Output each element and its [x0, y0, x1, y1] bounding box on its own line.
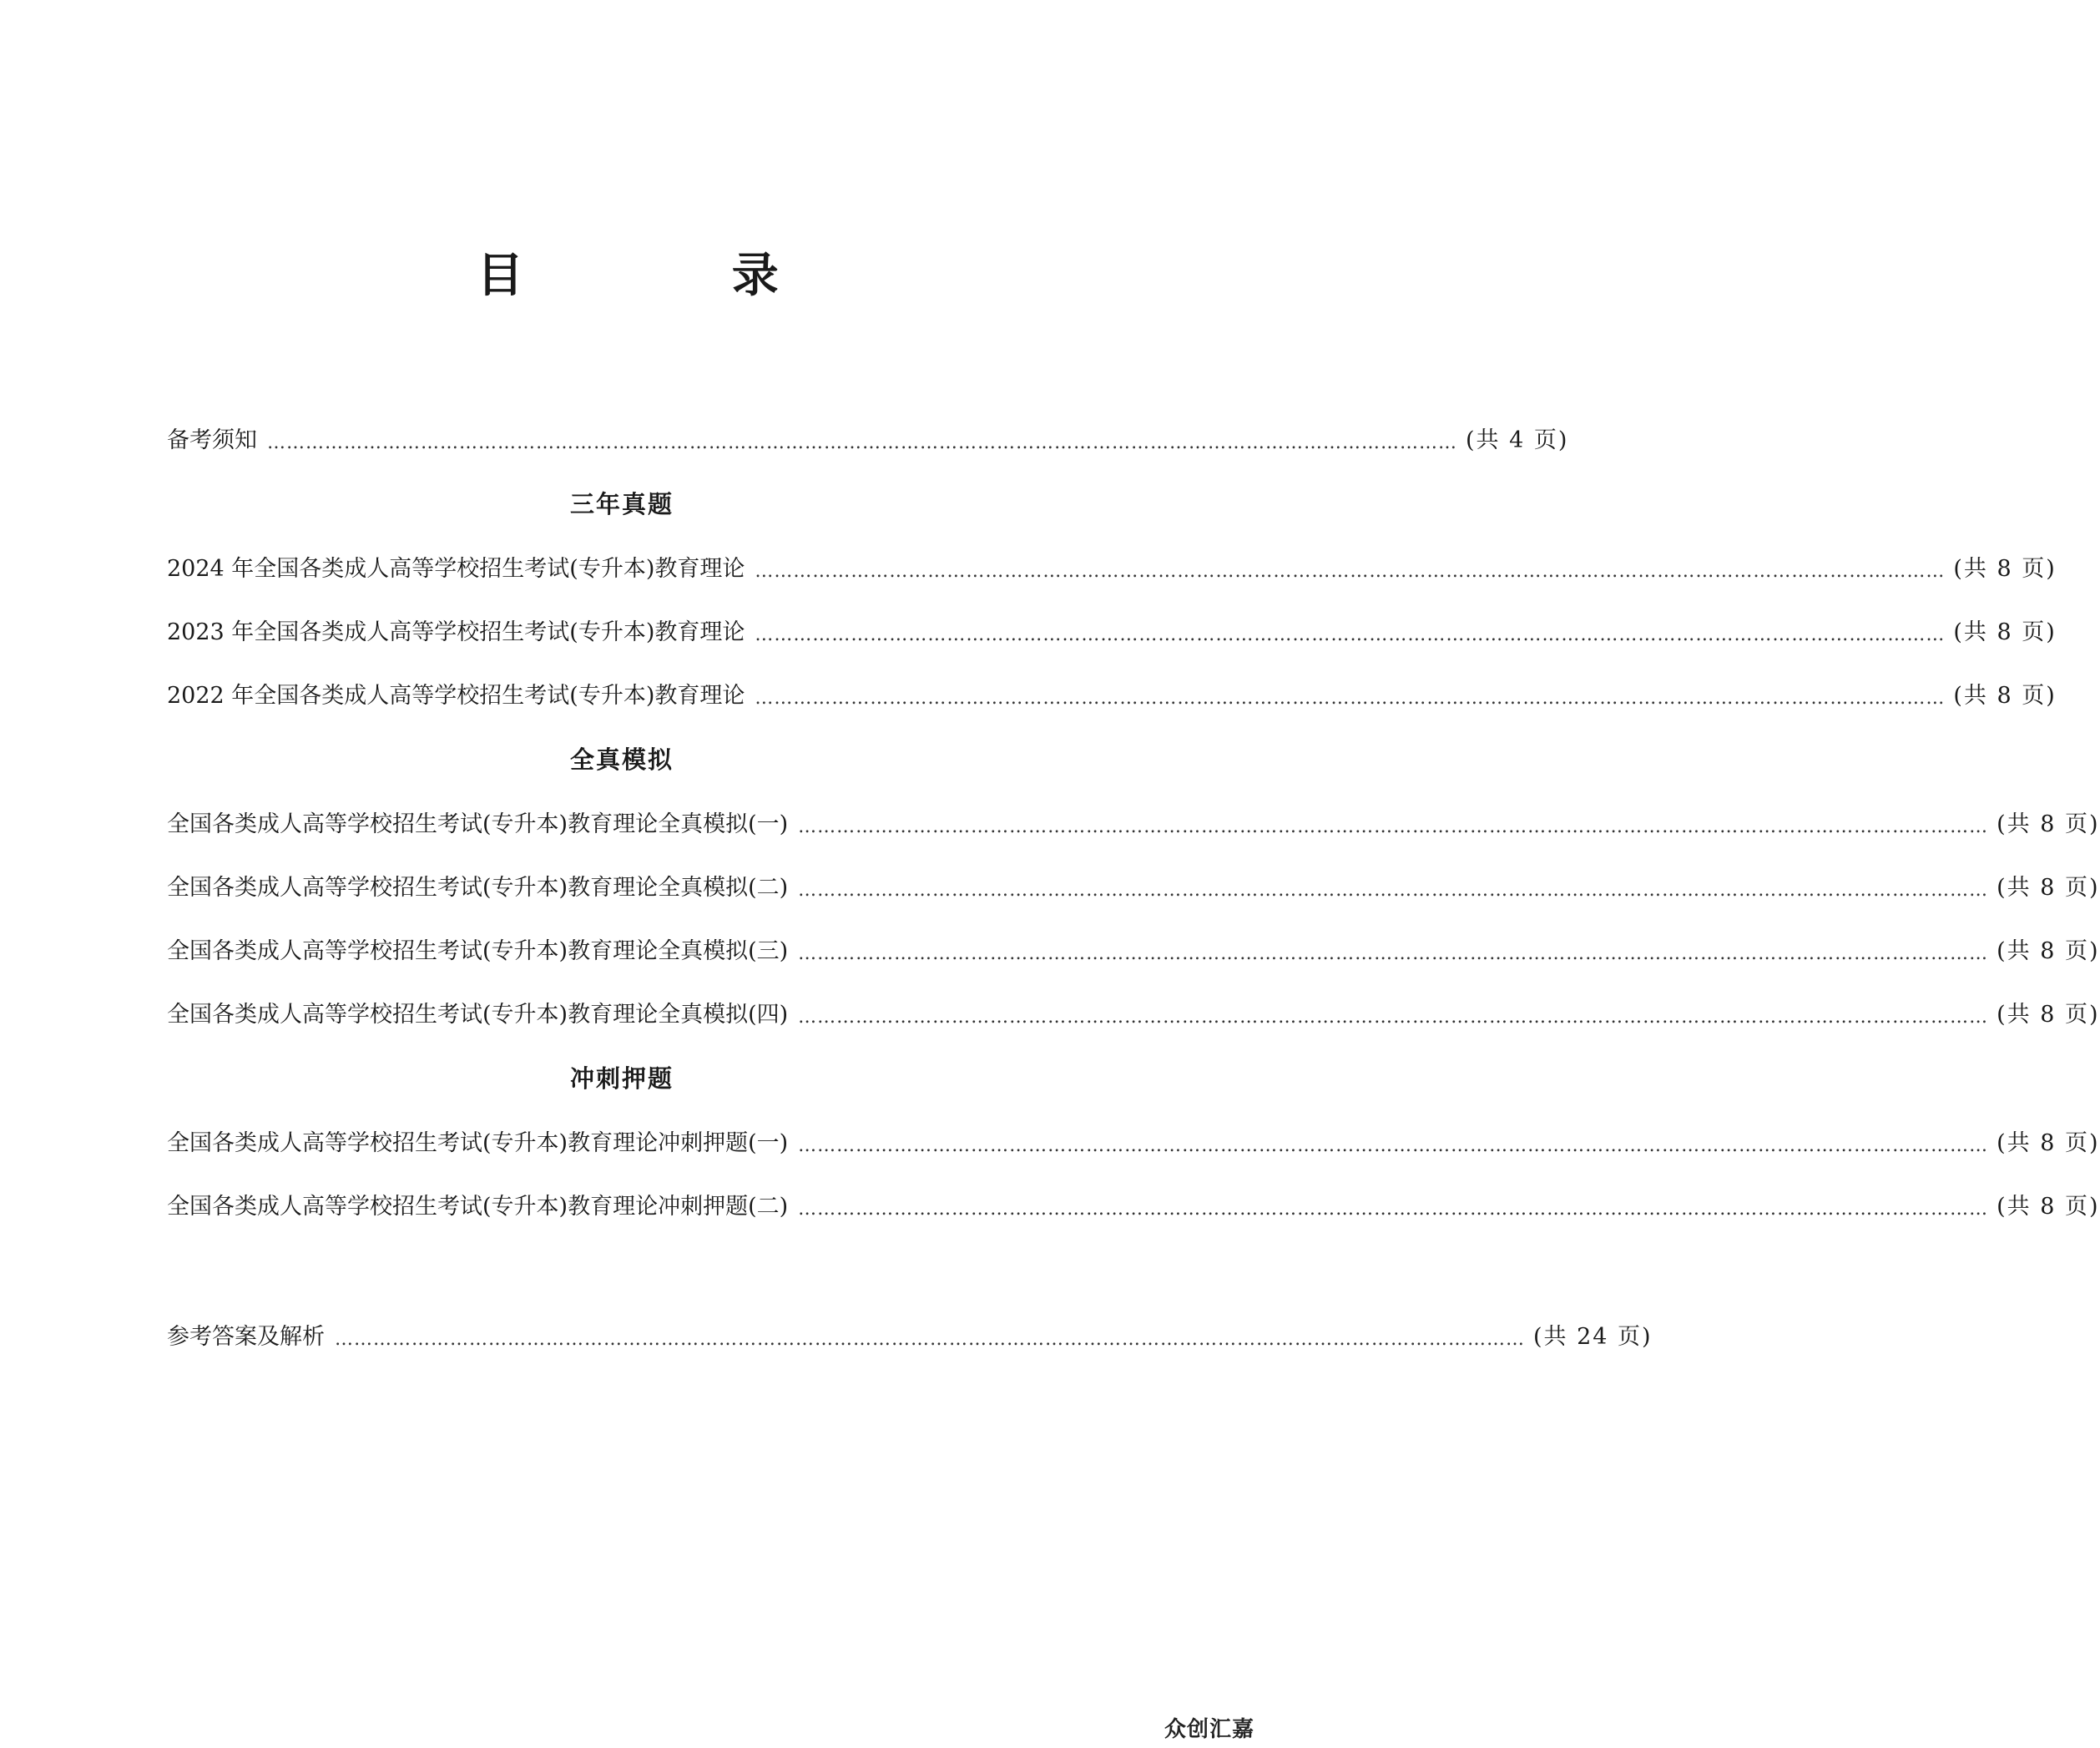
toc-entry-label: 备考须知 [167, 427, 257, 453]
toc-entry-label: 全国各类成人高等学校招生考试(专升本)教育理论全真模拟(四) [167, 1002, 789, 1028]
dot-leader: …………………………………………………………………………………………………………………………………………………………………… [335, 1329, 1525, 1350]
toc-entry[interactable] [167, 584, 2057, 648]
toc-entry-pages: (共 8 页) [1997, 938, 2100, 964]
toc-entry-pages: (共 8 页) [1997, 1194, 2100, 1220]
toc-entry[interactable] [167, 521, 2057, 584]
toc-entry-label: 全国各类成人高等学校招生考试(专升本)教育理论冲刺押题(一) [167, 1130, 789, 1156]
dot-leader: …………………………………………………………………………………………………………………………………………………………………… [755, 688, 1946, 709]
dot-leader: …………………………………………………………………………………………………………………………………………………………………… [798, 1199, 1989, 1220]
dot-leader: …………………………………………………………………………………………………………………………………………………………………… [755, 561, 1946, 582]
toc-entry[interactable] [167, 1095, 2100, 1159]
page-title: 目 录 [477, 248, 875, 303]
dot-leader: …………………………………………………………………………………………………………………………………………………………………… [798, 1007, 1989, 1028]
section-spacer [167, 1222, 1035, 1289]
section-heading-final-sprint: 冲刺押题 [569, 1064, 674, 1093]
toc-entry-label: 全国各类成人高等学校招生考试(专升本)教育理论全真模拟(一) [167, 811, 789, 837]
toc-entry[interactable] [167, 648, 2057, 711]
toc-entry-pages: (共 8 页) [1953, 556, 2057, 582]
dot-leader: …………………………………………………………………………………………………………………………………………………………………… [798, 816, 1989, 837]
toc-entry[interactable] [167, 903, 2100, 967]
toc-entry-label: 全国各类成人高等学校招生考试(专升本)教育理论冲刺押题(二) [167, 1194, 789, 1220]
toc-entry-pages: (共 8 页) [1997, 875, 2100, 901]
toc-entry-pages: (共 4 页) [1466, 427, 1569, 453]
toc-entry-answers[interactable] [167, 1289, 1653, 1352]
table-of-contents [167, 392, 2100, 1352]
dot-leader: …………………………………………………………………………………………………………………………………………………………………… [798, 943, 1989, 964]
dot-leader: …………………………………………………………………………………………………………………………………………………………………… [755, 624, 1946, 645]
toc-entry[interactable] [167, 967, 2100, 1030]
toc-entry-label: 全国各类成人高等学校招生考试(专升本)教育理论全真模拟(三) [167, 938, 789, 964]
toc-entry-pages: (共 24 页) [1533, 1324, 1653, 1350]
toc-entry-pages: (共 8 页) [1997, 1002, 2100, 1028]
toc-entry-pages: (共 8 页) [1953, 683, 2057, 709]
toc-entry-label: 2022 年全国各类成人高等学校招生考试(专升本)教育理论 [167, 683, 745, 709]
section-heading-mock-exams: 全真模拟 [569, 745, 674, 774]
toc-entry-pages: (共 8 页) [1997, 1130, 2100, 1156]
dot-leader: …………………………………………………………………………………………………………………………………………………………………… [267, 432, 1457, 453]
watermark-logo: 众创汇嘉 [1164, 1716, 1254, 1742]
toc-entry-pages: (共 8 页) [1997, 811, 2100, 837]
toc-entry[interactable] [167, 776, 2100, 840]
toc-entry-label: 2024 年全国各类成人高等学校招生考试(专升本)教育理论 [167, 556, 745, 582]
section-heading-past-exams: 三年真题 [569, 490, 674, 518]
toc-entry-label: 全国各类成人高等学校招生考试(专升本)教育理论全真模拟(二) [167, 875, 789, 901]
toc-entry-prep[interactable] [167, 392, 1569, 456]
toc-entry-pages: (共 8 页) [1953, 619, 2057, 645]
toc-entry[interactable] [167, 1159, 2100, 1222]
toc-entry[interactable] [167, 840, 2100, 903]
dot-leader: …………………………………………………………………………………………………………………………………………………………………… [798, 880, 1989, 901]
toc-entry-label: 参考答案及解析 [167, 1324, 325, 1350]
toc-entry-label: 2023 年全国各类成人高等学校招生考试(专升本)教育理论 [167, 619, 745, 645]
dot-leader: …………………………………………………………………………………………………………………………………………………………………… [798, 1135, 1989, 1156]
